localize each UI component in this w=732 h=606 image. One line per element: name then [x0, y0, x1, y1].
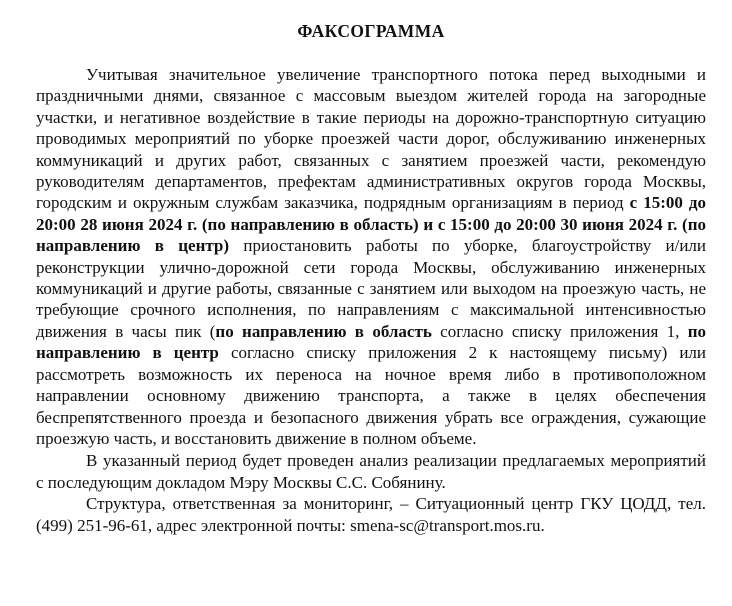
paragraph-contact: Структура, ответственная за мониторинг, – Ситуационный центр ГКУ ЦОДД, тел. (499) 251-96-61, адрес электронной почты: smena-sc@transport.mos.ru.	[36, 494, 706, 535]
paragraph-main-text-3: согласно списку приложения 1,	[431, 321, 688, 341]
direction-center-bold: по направлению в центр	[36, 321, 707, 363]
period-dates-bold: с 15:00 до 20:00 28 июня 2024 г. (по направлению в область) и с 15:00 до 20:00 30 июня 2024 г. (по направлению в центр)	[36, 193, 707, 256]
paragraph-analysis: В указанный период будет проведен анализ реализации предлагаемых мероприятий с последующим докладом Мэру Москвы С.С. Собянину.	[36, 451, 706, 492]
paragraph-main-text-2: приостановить работы по уборке, благоустройству и/или реконструкции улично-дорожной сети города Москвы, обслуживанию инженерных коммуникаций и другие работы, связанные с занятием или выходом на проезжую часть, не требующие срочного исполнения, по направлениям с максимальной интенсивностью движения в часы пик (	[36, 236, 706, 341]
paragraph-main-text-1: Учитывая значительное увеличение транспортного потока перед выходными и праздничными днями, связанное с массовым выездом жителей города на загородные участки, и негативное воздействие в такие периоды на дорожно-транспортную ситуацию проводимых мероприятий по уборке проезжей части дорог, обслуживанию инженерных коммуникаций и других работ, связанных с занятием проезжей части, рекомендую руководителям департаментов, префектам административных округов города Москвы, городским и окружным службам заказчика, подрядным организациям в период	[36, 65, 706, 213]
document-title: ФАКСОГРАММА	[297, 21, 445, 41]
direction-region-bold: по направлению в область	[215, 321, 432, 341]
paragraph-main-text-4: согласно списку приложения 2 к настоящему письму) или рассмотреть возможность их переноса на ночное время либо в противоположном направлении основному движению транспорта, а также в целях обеспечения беспрепятственного проезда и безопасного движения убрать все ограждения, сужающие проезжую часть, и восстановить движение в полном объеме.	[36, 343, 706, 448]
paragraph-main	[36, 64, 706, 449]
